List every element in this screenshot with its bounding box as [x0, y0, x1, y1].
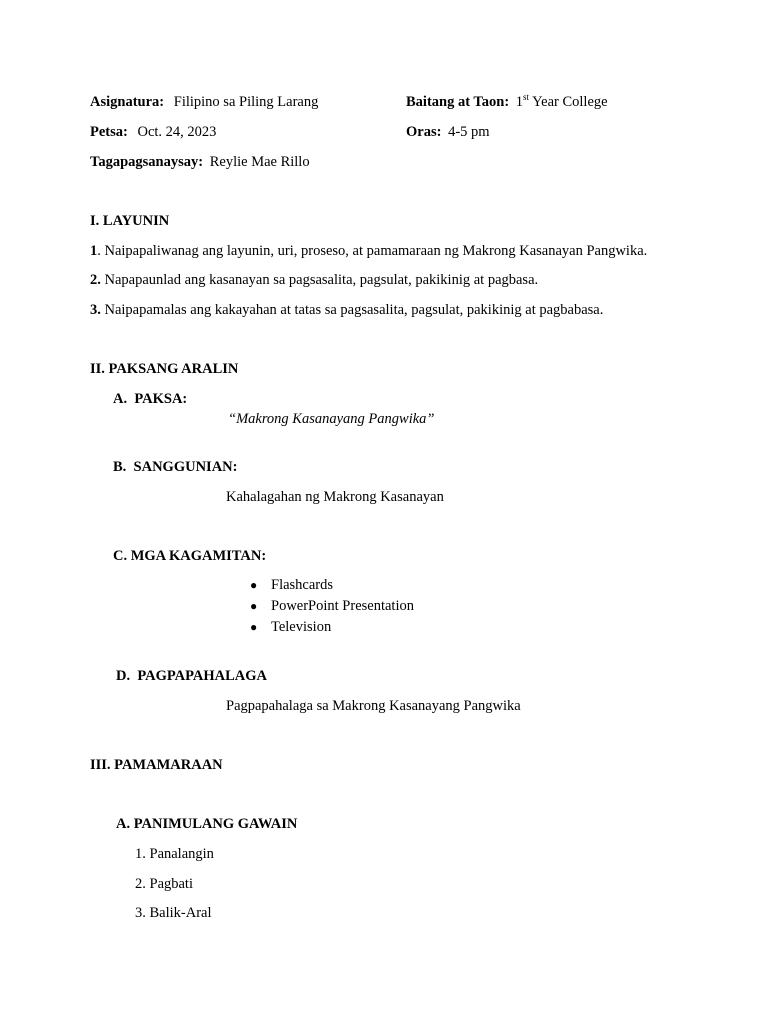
paksa-label: A. PAKSA: [113, 391, 188, 407]
objective-text: Naipapamalas ang kakayahan at tatas sa pagsasalita, pagsulat, pakikinig at pagbabasa. [100, 302, 604, 318]
subject-value: Filipino sa Piling Larang [173, 94, 319, 110]
pagpapahalaga-value: Pagpapahalaga sa Makrong Kasanayang Pangwika [226, 698, 521, 714]
date-value: Oct. 24, 2023 [137, 124, 217, 140]
teacher-label: Tagapagsanaysay: [90, 154, 204, 170]
teacher-row [90, 154, 310, 171]
grade-superscript: st [523, 92, 530, 103]
grade-value [516, 94, 608, 110]
bullet-icon: ● [250, 599, 258, 613]
time-row [406, 124, 490, 141]
section-paksang-aralin-title: II. PAKSANG ARALIN [90, 361, 239, 377]
objective-number: 1 [90, 243, 98, 259]
date-row [90, 124, 216, 141]
pagpapahalaga-label: D. PAGPAPAHALAGA [116, 668, 268, 684]
list-item-text: Flashcards [271, 577, 334, 593]
panimulang-gawain-label: A. PANIMULANG GAWAIN [116, 816, 298, 832]
sanggunian-label: B. SANGGUNIAN: [113, 459, 238, 475]
objective-number: 2. [90, 272, 101, 288]
section-layunin-title: I. LAYUNIN [90, 213, 170, 229]
teacher-value: Reylie Mae Rillo [209, 154, 310, 170]
section-pamamaraan-title: III. PAMAMARAAN [90, 757, 223, 773]
objective-item [90, 272, 538, 289]
kagamitan-list [250, 575, 414, 638]
list-item-text: Television [271, 619, 332, 635]
paksa-value: “Makrong Kasanayang Pangwika” [228, 411, 435, 427]
time-label: Oras: [406, 124, 442, 140]
grade-row [406, 94, 608, 111]
list-item: 2. Pagbati [135, 876, 193, 892]
bullet-icon: ● [250, 578, 258, 592]
subject-label: Asignatura: [90, 94, 165, 110]
list-item: 1. Panalangin [135, 846, 214, 862]
objective-item [90, 243, 647, 260]
kagamitan-label: C. MGA KAGAMITAN: [113, 548, 267, 564]
objective-text: . Naipapaliwanag ang layunin, uri, proseso, at pamamaraan ng Makrong Kasanayan Pangwika. [97, 243, 648, 259]
list-item [250, 575, 414, 596]
grade-rest: Year College [529, 94, 608, 110]
subject-row [90, 94, 318, 111]
date-label: Petsa: [90, 124, 128, 140]
objective-item [90, 302, 603, 319]
list-item [250, 596, 414, 617]
bullet-icon: ● [250, 620, 258, 634]
time-value: 4-5 pm [448, 124, 490, 140]
grade-label: Baitang at Taon: [406, 94, 510, 110]
list-item: 3. Balik-Aral [135, 905, 212, 921]
list-item [250, 617, 414, 638]
objective-text: Napapaunlad ang kasanayan sa pagsasalita, pagsulat, pakikinig at pagbasa. [100, 272, 539, 288]
list-item-text: PowerPoint Presentation [271, 598, 414, 614]
objective-number: 3. [90, 302, 101, 318]
grade-number: 1 [515, 94, 524, 110]
sanggunian-value: Kahalagahan ng Makrong Kasanayan [226, 489, 444, 505]
